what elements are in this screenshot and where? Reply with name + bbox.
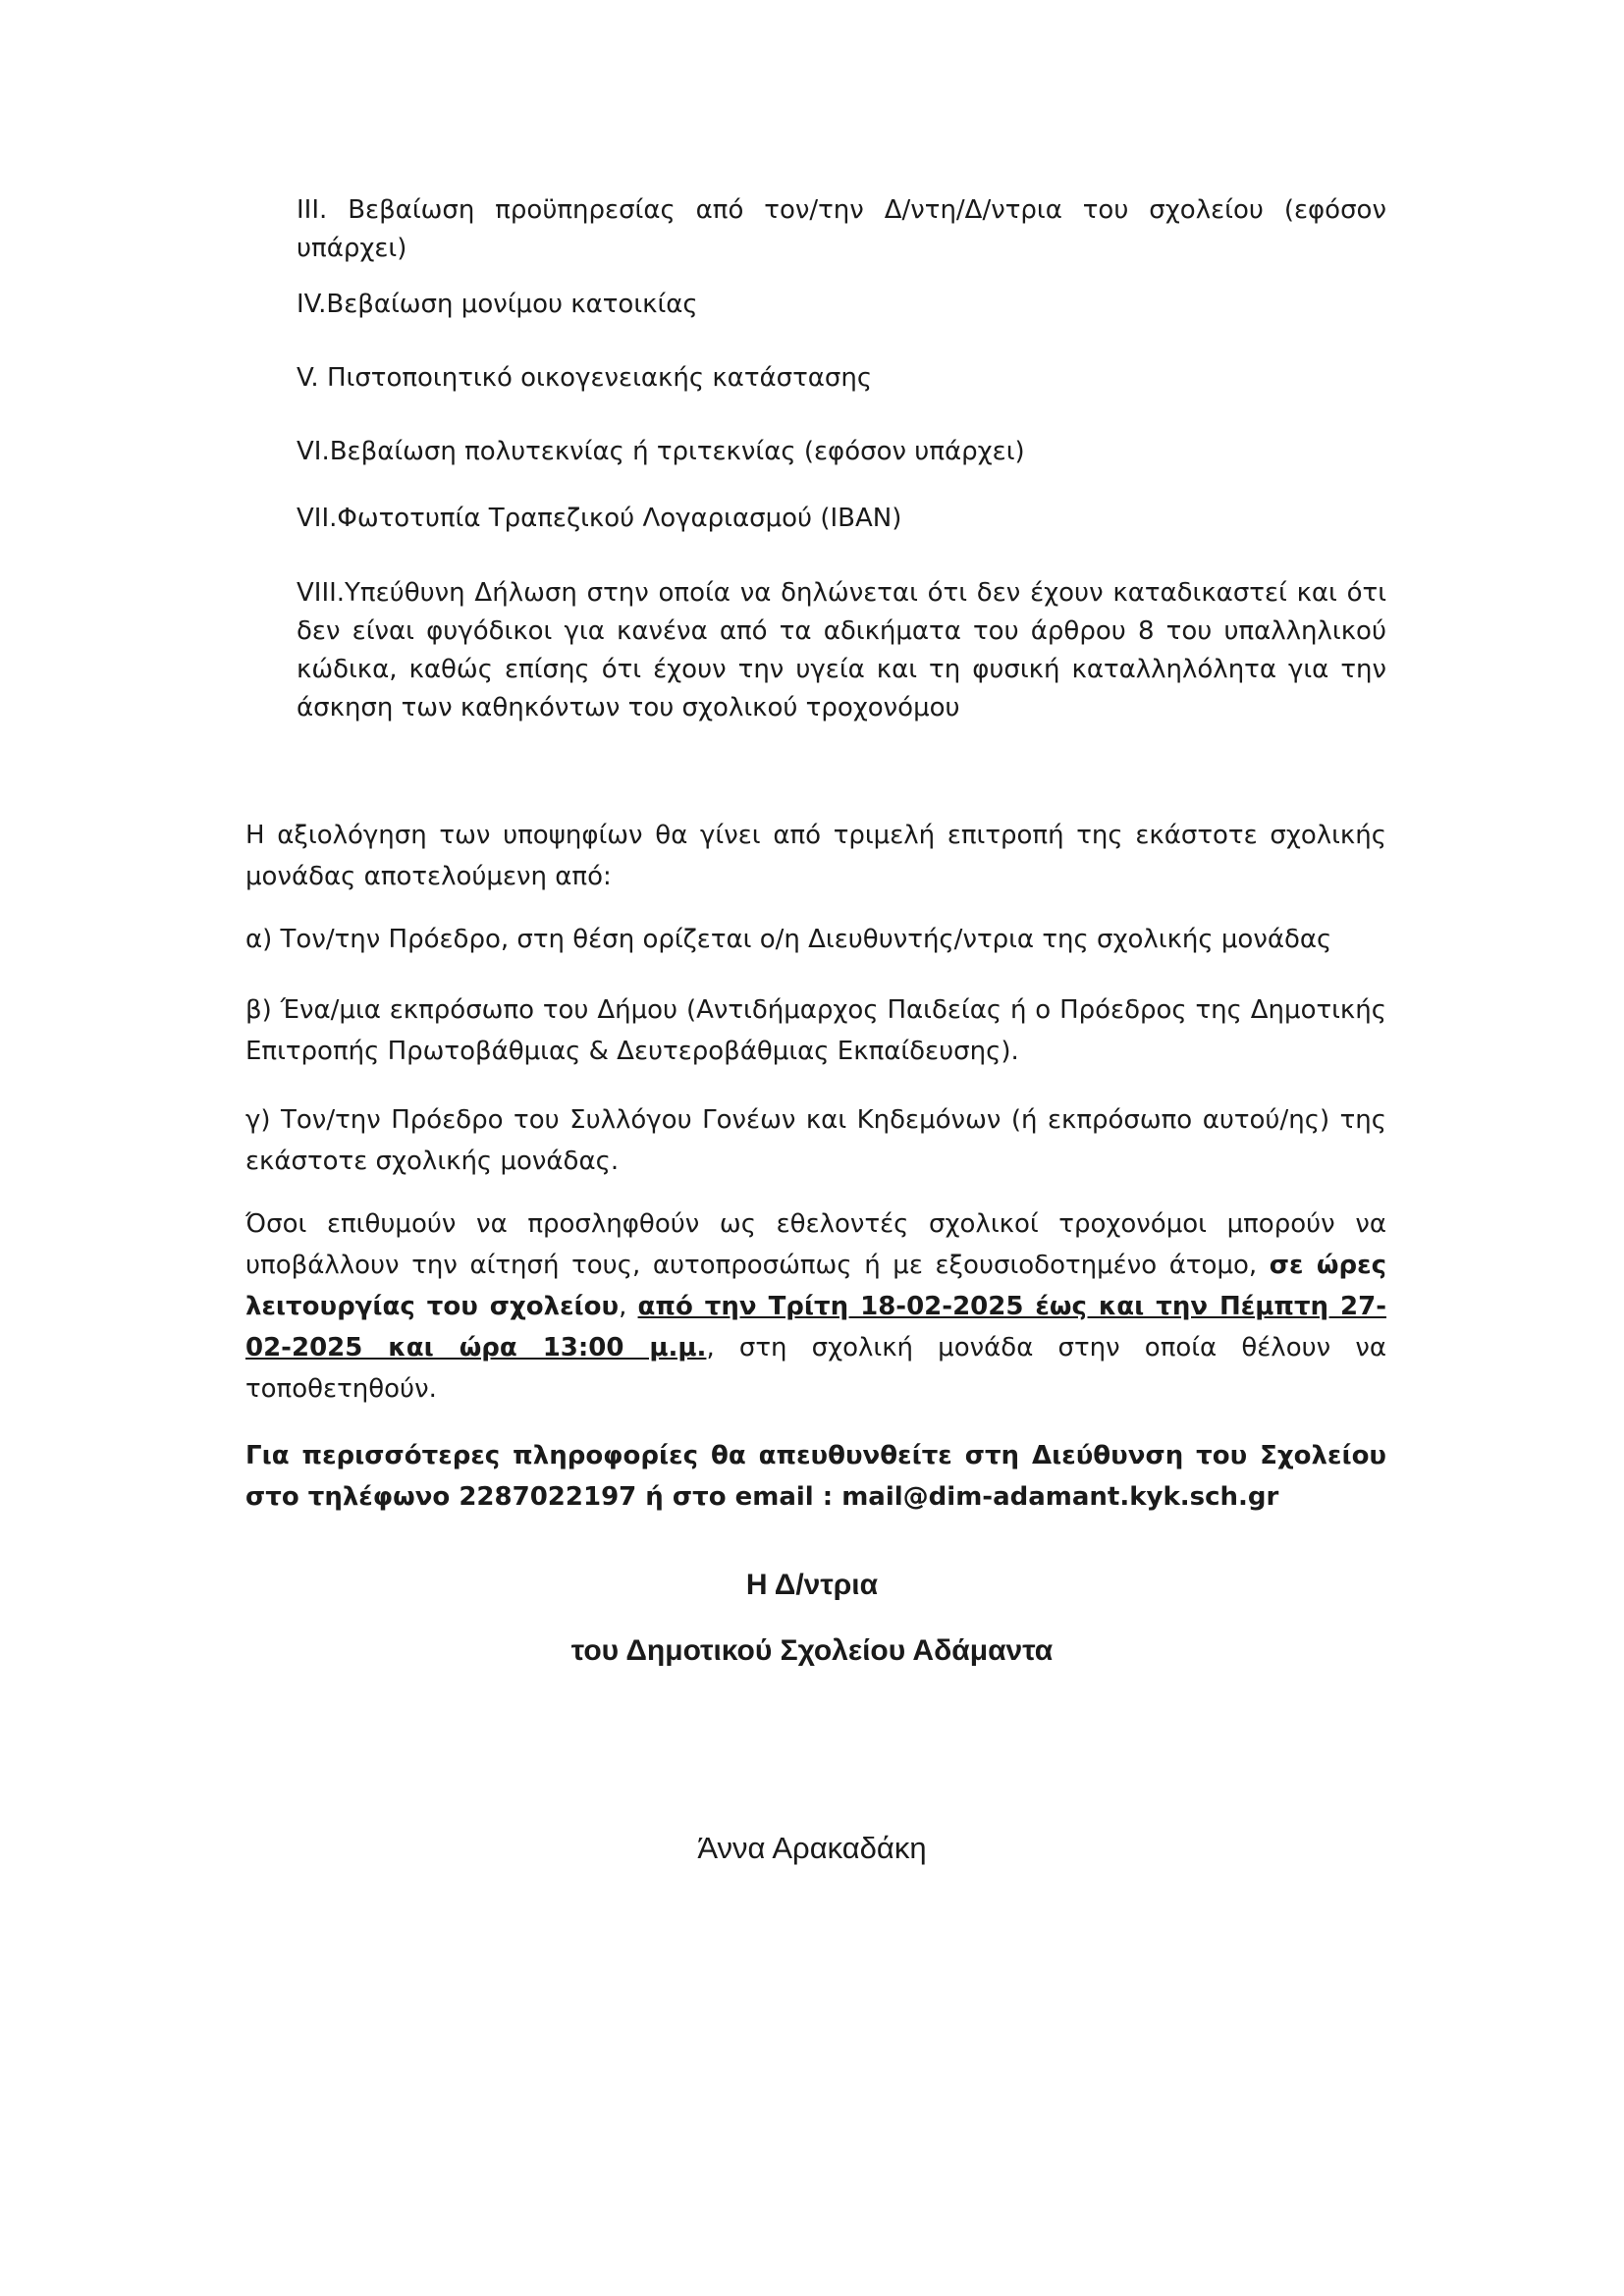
signature-name: Άννα Αρακαδάκη — [697, 1831, 927, 1865]
signature-school: του Δημοτικού Σχολείου Αδάμαντα — [570, 1634, 1054, 1667]
committee-member-b: β) Ένα/μια εκπρόσωπο του Δήμου (Αντιδήμαρχος Παιδείας ή ο Πρόεδρος της Δημοτικής Επιτροπής Πρωτοβάθμιας & Δευτεροβάθμιας Εκπαίδευσης). — [245, 995, 1386, 1066]
application-hours: σε ώρες λειτουργίας του σχολείου — [245, 1251, 1386, 1321]
list-item-viii: VIII.Υπεύθυνη Δήλωση στην οποία να δηλώνεται ότι δεν έχουν καταδικαστεί και ότι δεν είναι φυγόδικοι για κανένα από τα αδικήματα του άρθρου 8 του υπαλληλικού κώδικα, καθώς επίσης ότι έχουν την υγεία και τη φυσική καταλληλόλητα για την άσκηση των καθηκόντων του σχολικού τροχονόμου — [297, 578, 1386, 722]
document-body — [245, 815, 1386, 1537]
application-dates: από την Τρίτη 18-02-2025 έως και την Πέμπτη 27-02-2025 και ώρα 13:00 μ.μ. — [245, 1292, 1387, 1362]
application-text-start: Όσοι επιθυμούν να προσληφθούν ως εθελοντές σχολικοί τροχονόμοι μπορούν να υποβάλλουν την αίτησή τους, αυτοπροσώπως ή με εξουσιοδοτημένο άτομο, — [245, 1209, 1386, 1280]
list-item-vii: VII.Φωτοτυπία Τραπεζικού Λογαριασμού (IBAN) — [297, 504, 902, 533]
application-paragraph — [245, 1203, 1386, 1410]
list-item-iii: ΙΙΙ. Βεβαίωση προϋπηρεσίας από τον/την Δ/ντη/Δ/ντρια του σχολείου (εφόσον υπάρχει) — [297, 195, 1386, 263]
committee-member-a: α) Τον/την Πρόεδρο, στη θέση ορίζεται ο/η Διευθυντής/ντρια της σχολικής μονάδας — [245, 925, 1332, 954]
evaluation-intro: Η αξιολόγηση των υποψηφίων θα γίνει από τριμελή επιτροπή της εκάστοτε σχολικής μονάδας αποτελούμενη από: — [245, 821, 1386, 891]
signature-title: Η Δ/ντρια — [745, 1569, 879, 1601]
committee-member-c: γ) Τον/την Πρόεδρο του Συλλόγου Γονέων και Κηδεμόνων (ή εκπρόσωπο αυτού/ης) της εκάστοτε σχολικής μονάδας. — [245, 1105, 1386, 1176]
application-text-end: , στη σχολική μονάδα στην οποία θέλουν να τοποθετηθούν. — [245, 1333, 1386, 1404]
list-item-iv: IV.Βεβαίωση μονίμου κατοικίας — [297, 290, 698, 319]
list-item-vi: VI.Βεβαίωση πολυτεκνίας ή τριτεκνίας (εφόσον υπάρχει) — [297, 437, 1025, 466]
application-comma: , — [619, 1292, 638, 1321]
required-documents-list — [297, 191, 1386, 727]
list-item-v: V. Πιστοποιητικό οικογενειακής κατάστασης — [297, 363, 873, 393]
contact-paragraph: Για περισσότερες πληροφορίες θα απευθυνθείτε στη Διεύθυνση του Σχολείου στο τηλέφωνο 2287022197 ή στο email : mail@dim-adamant.kyk.sch.gr — [245, 1441, 1386, 1512]
